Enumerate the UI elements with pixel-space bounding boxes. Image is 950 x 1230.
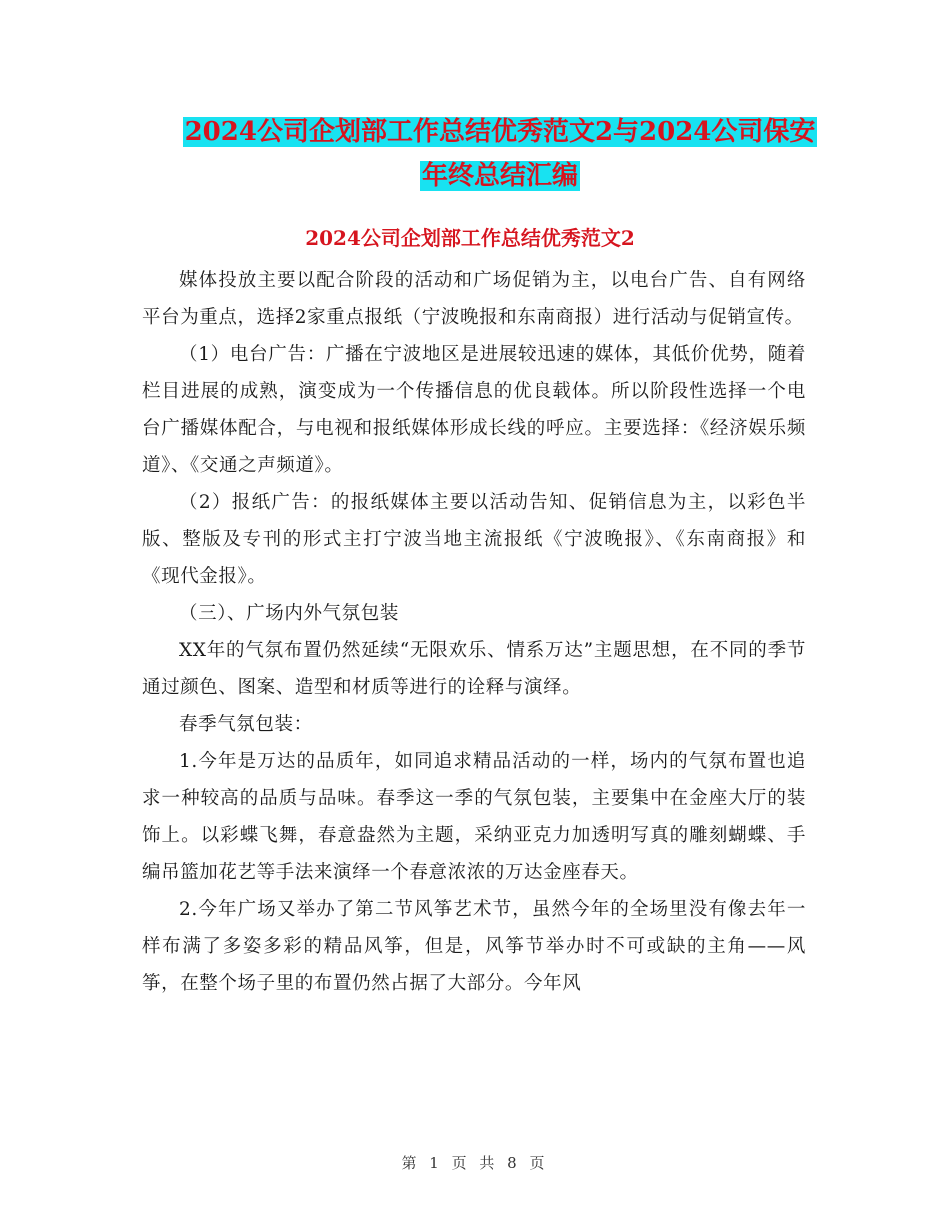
paragraph: 1.今年是万达的品质年，如同追求精品活动的一样，场内的气氛布置也追求一种较高的品质与品味。春季这一季的气氛包装，主要集中在金座大厅的装饰上。以彩蝶飞舞，春意盎然为主题，采纳亚克力加透明写真的雕刻蝴蝶、手编吊篮加花艺等手法来演绎一个春意浓浓的万达金座春天。	[142, 751, 806, 883]
document-body	[142, 262, 806, 1002]
paragraph: 2.今年广场又举办了第二节风筝艺术节，虽然今年的全场里没有像去年一样布满了多姿多彩的精品风筝，但是，风筝节举办时不可或缺的主角——风筝，在整个场子里的布置仍然占据了大部分。今年风	[142, 899, 806, 994]
paragraph: （1）电台广告：广播在宁波地区是进展较迅速的媒体，其低价优势，随着栏目进展的成熟，演变成为一个传播信息的优良载体。所以阶段性选择一个电台广播媒体配合，与电视和报纸媒体形成长线的呼应。主要选择：《经济娱乐频道》、《交通之声频道》。	[142, 344, 806, 476]
paragraph: 春季气氛包装：	[179, 714, 313, 735]
document-title-line1: 2024公司企划部工作总结优秀范文2与2024公司保安	[184, 117, 816, 147]
paragraph: XX年的气氛布置仍然延续“无限欢乐、情系万达”主题思想，在不同的季节通过颜色、图案、造型和材质等进行的诠释与演绎。	[142, 640, 806, 698]
section-title: 2024公司企划部工作总结优秀范文2	[305, 226, 635, 250]
paragraph: （2）报纸广告：的报纸媒体主要以活动告知、促销信息为主，以彩色半版、整版及专刊的形式主打宁波当地主流报纸《宁波晚报》、《东南商报》和《现代金报》。	[142, 492, 806, 587]
paragraph: （三）、广场内外气氛包装	[179, 603, 399, 624]
paragraph: 媒体投放主要以配合阶段的活动和广场促销为主，以电台广告、自有网络平台为重点，选择2家重点报纸（宁波晚报和东南商报）进行活动与促销宣传。	[142, 270, 806, 328]
page-number-footer: 第 1 页 共 8 页	[401, 1154, 549, 1172]
document-title-line2: 年终总结汇编	[421, 161, 578, 191]
document-title	[120, 110, 880, 198]
